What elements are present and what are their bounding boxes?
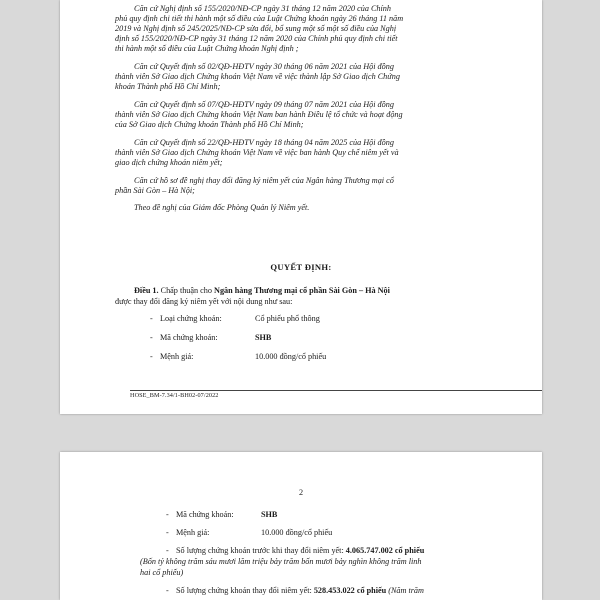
basis-line: giao dịch chứng khoán niêm yết; [115,158,223,167]
list-dash: - [166,528,169,537]
article-1-company: Ngân hàng Thương mại cổ phần Sài Gòn – Hà Nội [214,286,390,295]
change-count-label: Số lượng chứng khoán thay đổi niêm yết: [176,586,312,595]
item-label: Mã chứng khoán: [160,333,218,342]
basis-line: Căn cứ hồ sơ đề nghị thay đổi đăng ký niêm yết của Ngân hàng Thương mại cổ [134,176,394,185]
basis-line: phần Sài Gòn – Hà Nội; [115,186,195,195]
list-dash: - [166,510,169,519]
article-1-text: Chấp thuận cho [160,286,212,295]
list-dash: - [166,546,169,555]
decision-heading: QUYẾT ĐỊNH: [270,262,332,272]
basis-line: thành viên Sở Giao dịch Chứng khoán Việt Nam ban hành Điều lệ tổ chức và hoạt động [115,110,403,119]
basis-line: định số 155/2020/NĐ-CP ngày 31 tháng 12 năm 2020 của Chính phủ quy định chi tiết [115,34,398,43]
before-count-value: 4.065.747.002 cổ phiếu [345,546,425,555]
basis-line: khoán Thành phố Hồ Chí Minh; [115,82,221,91]
item-value: SHB [261,510,278,519]
article-1-continuation: được thay đổi đăng ký niêm yết với nội dung như sau: [115,297,293,306]
footer-divider [130,390,542,391]
article-1-line [134,286,390,296]
list-dash: - [150,314,153,323]
list-dash: - [150,333,153,342]
document-page-2 [60,452,542,600]
basis-line: Căn cứ Quyết định số 22/QĐ-HĐTV ngày 18 tháng 04 năm 2025 của Hội đồng [134,138,394,147]
change-count-words: (Năm trăm [388,586,424,595]
before-count-label: Số lượng chứng khoán trước khi thay đổi niêm yết: [176,546,344,555]
basis-line: của Sở Giao dịch Chứng khoán Thành phố Hồ Chí Minh; [115,120,304,129]
before-count-words: hai cổ phiếu) [140,568,184,577]
page-number: 2 [298,488,304,497]
basis-line: Căn cứ Nghị định số 155/2020/NĐ-CP ngày 31 tháng 12 năm 2020 của Chính [134,4,391,13]
basis-line: thành viên Sở Giao dịch Chứng khoán Việt Nam về việc ban hành Quy chế niêm yết và [115,148,399,157]
basis-line: thành viên Sở Giao dịch Chứng khoán Việt Nam về việc thành lập Sở Giao dịch Chứng [115,72,400,81]
list-dash: - [150,352,153,361]
item-label: Mã chứng khoán: [176,510,234,519]
item-label: Mệnh giá: [160,352,194,361]
change-count-line [176,586,424,596]
document-page-1 [60,0,542,414]
item-label: Loại chứng khoán: [160,314,222,323]
basis-line: Theo đề nghị của Giám đốc Phòng Quản lý Niêm yết. [134,203,310,212]
list-dash: - [166,586,169,595]
article-1-label: Điều 1. [134,286,159,295]
basis-line: Căn cứ Quyết định số 07/QĐ-HĐTV ngày 09 tháng 07 năm 2021 của Hội đồng [134,100,394,109]
basis-line: 2019 và Nghị định số 245/2025/NĐ-CP sửa đổi, bổ sung một số một số điều của Nghị [115,24,397,33]
item-value: Cổ phiếu phổ thông [255,314,320,323]
change-count-value: 528.453.022 cổ phiếu [313,586,387,595]
before-count-line [176,546,424,556]
basis-line: thi hành một số điều của Luật Chứng khoán Nghị định ; [115,44,299,53]
before-count-words: (Bốn tỷ không trăm sáu mươi lăm triệu bảy trăm bốn mươi bảy nghìn không trăm linh [140,557,422,566]
form-code: HOSE_BM-7.34/1-BH02-07/2022 [130,392,219,399]
basis-line: phủ quy định chi tiết thi hành một số điều của Luật Chứng khoán ngày 26 tháng 11 năm [115,14,404,23]
item-value: 10.000 đồng/cổ phiếu [255,352,327,361]
item-label: Mệnh giá: [176,528,210,537]
item-value: SHB [255,333,272,342]
basis-line: Căn cứ Quyết định số 02/QĐ-HĐTV ngày 30 tháng 06 năm 2021 của Hội đồng [134,62,394,71]
item-value: 10.000 đồng/cổ phiếu [261,528,333,537]
